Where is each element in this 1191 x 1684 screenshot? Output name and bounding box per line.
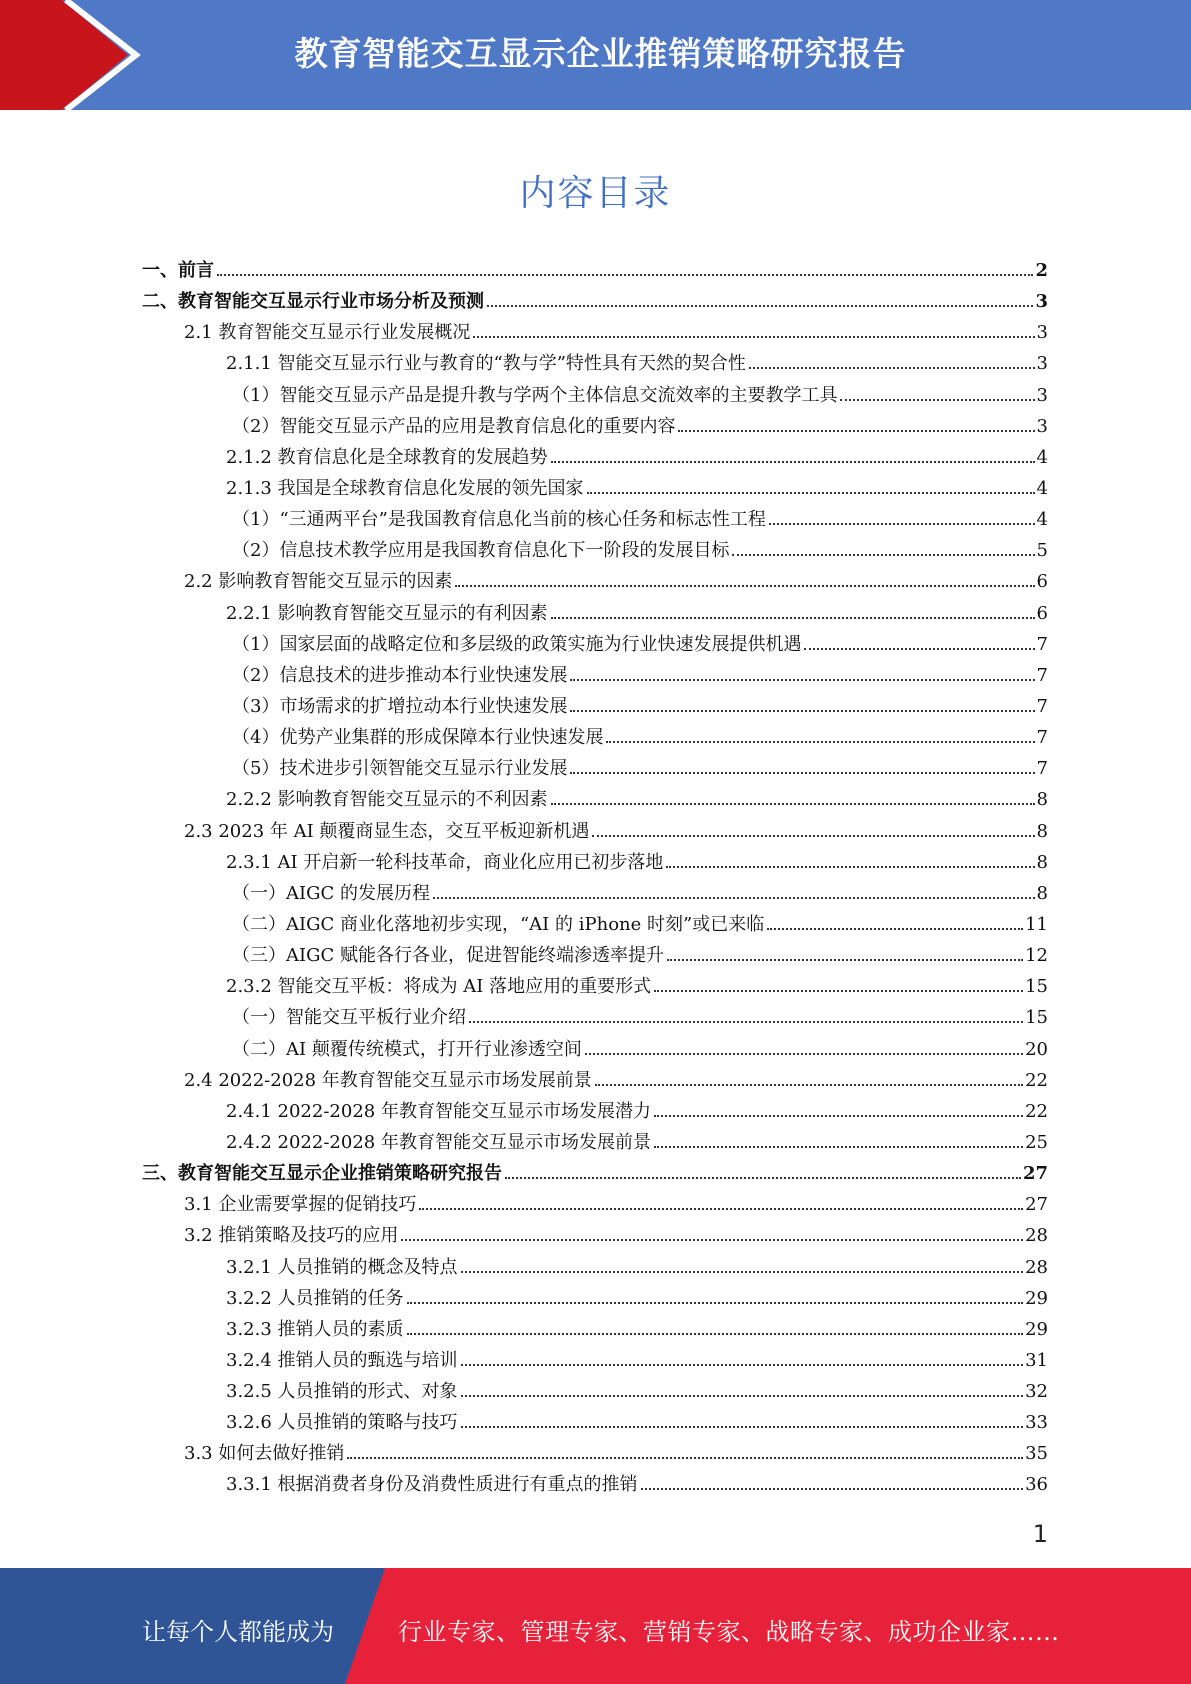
toc-entry[interactable] (142, 255, 1048, 286)
toc-entry-page: 3 (1036, 353, 1048, 375)
toc-entry[interactable] (142, 971, 1048, 1002)
toc-dot-leader (347, 1457, 1023, 1459)
toc-entry-label: （一）AIGC 的发展历程 (232, 882, 430, 904)
toc-entry[interactable] (142, 1189, 1048, 1220)
toc-dot-leader (461, 1426, 1024, 1428)
toc-entry-label: 2.4.1 2022-2028 年教育智能交互显示市场发展潜力 (226, 1100, 651, 1122)
toc-entry-page: 36 (1025, 1474, 1048, 1496)
toc-dot-leader (767, 928, 1023, 930)
header-banner (0, 0, 1191, 110)
toc-dot-leader (551, 461, 1035, 463)
toc-entry[interactable] (142, 566, 1048, 597)
toc-entry-page: 20 (1025, 1038, 1048, 1060)
table-of-contents (142, 255, 1048, 1501)
toc-entry[interactable] (142, 847, 1048, 878)
toc-dot-leader (433, 897, 1035, 899)
toc-dot-leader (840, 399, 1034, 401)
footer-slogan-left: 让每个人都能成为 (142, 1618, 334, 1646)
toc-entry-label: 2.4 2022-2028 年教育智能交互显示市场发展前景 (184, 1069, 592, 1091)
toc-dot-leader (505, 1177, 1021, 1179)
toc-entry-page: 27 (1025, 1194, 1048, 1216)
toc-entry[interactable] (142, 816, 1048, 847)
toc-entry-label: 二、教育智能交互显示行业市场分析及预测 (142, 291, 484, 313)
toc-dot-leader (606, 741, 1034, 743)
toc-entry[interactable] (142, 1345, 1048, 1376)
toc-dot-leader (551, 803, 1035, 805)
toc-entry-page: 15 (1025, 976, 1048, 998)
toc-entry-page: 33 (1025, 1412, 1048, 1434)
toc-entry[interactable] (142, 722, 1048, 753)
toc-entry-page: 31 (1025, 1349, 1048, 1371)
toc-entry-label: 3.2 推销策略及技巧的应用 (184, 1225, 399, 1247)
toc-entry-page: 6 (1036, 602, 1048, 624)
toc-entry-label: 2.3.1 AI 开启新一轮科技革命，商业化应用已初步落地 (226, 851, 664, 873)
toc-entry-page: 6 (1036, 571, 1048, 593)
toc-entry-label: 3.3 如何去做好推销 (184, 1443, 345, 1465)
toc-dot-leader (592, 835, 1034, 837)
toc-entry-label: （一）智能交互平板行业介绍 (232, 1007, 466, 1029)
toc-entry-label: （4）优势产业集群的形成保障本行业快速发展 (232, 727, 604, 749)
toc-entry-label: 3.3.1 根据消费者身份及消费性质进行有重点的推销 (226, 1474, 638, 1496)
toc-entry-page: 3 (1036, 384, 1048, 406)
toc-entry-label: 3.2.5 人员推销的形式、对象 (226, 1381, 458, 1403)
toc-entry-page: 7 (1036, 664, 1048, 686)
toc-entry[interactable] (142, 629, 1048, 660)
toc-entry-label: 3.2.4 推销人员的甄选与培训 (226, 1349, 458, 1371)
toc-dot-leader (570, 679, 1034, 681)
toc-dot-leader (749, 367, 1035, 369)
toc-dot-leader (570, 772, 1034, 774)
toc-dot-leader (641, 1488, 1024, 1490)
toc-entry-label: （三）AIGC 赋能各行各业，促进智能终端渗透率提升 (232, 945, 664, 967)
toc-entry-label: （2）信息技术的进步推动本行业快速发展 (232, 664, 568, 686)
toc-entry[interactable] (142, 753, 1048, 784)
toc-entry-label: 3.2.1 人员推销的概念及特点 (226, 1256, 458, 1278)
toc-entry-page: 28 (1025, 1225, 1048, 1247)
toc-entry-page: 22 (1025, 1069, 1048, 1091)
toc-entry[interactable] (142, 411, 1048, 442)
toc-dot-leader (678, 430, 1034, 432)
toc-entry[interactable] (142, 1158, 1048, 1189)
toc-entry[interactable] (142, 1252, 1048, 1283)
toc-entry-label: 2.3 2023 年 AI 颠覆商显生态，交互平板迎新机遇 (184, 820, 590, 842)
toc-entry-page: 7 (1036, 695, 1048, 717)
toc-entry[interactable] (142, 691, 1048, 722)
toc-entry-label: （1）国家层面的战略定位和多层级的政策实施为行业快速发展提供机遇 (232, 633, 802, 655)
toc-entry-label: 2.1.1 智能交互显示行业与教育的“教与学”特性具有天然的契合性 (226, 353, 746, 375)
toc-entry-label: 2.2 影响教育智能交互显示的因素 (184, 571, 453, 593)
page-number: 1 (1032, 1520, 1048, 1548)
toc-entry-page: 7 (1036, 633, 1048, 655)
toc-dot-leader (595, 1084, 1023, 1086)
toc-entry-label: （二）AI 颠覆传统模式，打开行业渗透空间 (232, 1038, 582, 1060)
toc-entry-page: 15 (1025, 1007, 1048, 1029)
toc-entry-page: 4 (1036, 477, 1048, 499)
toc-entry-page: 22 (1025, 1100, 1048, 1122)
toc-entry-label: （1）“三通两平台”是我国教育信息化当前的核心任务和标志性工程 (232, 509, 766, 531)
toc-entry[interactable] (142, 1314, 1048, 1345)
toc-entry-page: 7 (1036, 727, 1048, 749)
toc-entry-label: 2.1.3 我国是全球教育信息化发展的领先国家 (226, 477, 584, 499)
toc-dot-leader (487, 305, 1033, 307)
toc-entry[interactable] (142, 317, 1048, 348)
toc-dot-leader (407, 1333, 1024, 1335)
toc-entry[interactable] (142, 878, 1048, 909)
toc-entry-page: 3 (1035, 291, 1048, 313)
toc-entry[interactable] (142, 504, 1048, 535)
toc-entry-page: 2 (1035, 260, 1048, 281)
toc-entry[interactable] (142, 1002, 1048, 1033)
toc-entry[interactable] (142, 1096, 1048, 1127)
footer-slogan-right: 行业专家、管理专家、营销专家、战略专家、成功企业家…… (398, 1618, 1060, 1646)
toc-dot-leader (461, 1364, 1024, 1366)
toc-entry-page: 3 (1036, 322, 1048, 344)
toc-entry[interactable] (142, 1407, 1048, 1438)
toc-entry-label: （3）市场需求的扩增拉动本行业快速发展 (232, 695, 568, 717)
toc-entry[interactable] (142, 1376, 1048, 1407)
toc-entry-label: 2.4.2 2022-2028 年教育智能交互显示市场发展前景 (226, 1131, 651, 1153)
toc-entry-label: （2）信息技术教学应用是我国教育信息化下一阶段的发展目标 (232, 540, 730, 562)
toc-entry-page: 8 (1036, 851, 1048, 873)
toc-entry-label: （二）AIGC 商业化落地初步实现，“AI 的 iPhone 时刻”或已来临 (232, 913, 765, 935)
toc-dot-leader (666, 866, 1034, 868)
toc-entry-page: 3 (1036, 415, 1048, 437)
toc-entry-label: （2）智能交互显示产品的应用是教育信息化的重要内容 (232, 415, 676, 437)
footer-banner (0, 1568, 1191, 1684)
toc-entry[interactable] (142, 442, 1048, 473)
toc-entry-page: 8 (1036, 882, 1048, 904)
toc-entry-label: 3.2.2 人员推销的任务 (226, 1287, 404, 1309)
toc-dot-leader (419, 1208, 1023, 1210)
toc-dot-leader (585, 1053, 1023, 1055)
toc-entry-label: 2.1.2 教育信息化是全球教育的发展趋势 (226, 446, 548, 468)
toc-dot-leader (667, 959, 1023, 961)
toc-entry-label: （1）智能交互显示产品是提升教与学两个主体信息交流效率的主要教学工具 (232, 384, 838, 406)
toc-dot-leader (551, 617, 1035, 619)
toc-entry[interactable] (142, 1220, 1048, 1251)
toc-dot-leader (401, 1239, 1023, 1241)
toc-heading: 内容目录 (519, 173, 672, 214)
toc-entry-label: 3.2.6 人员推销的策略与技巧 (226, 1412, 458, 1434)
toc-entry[interactable] (142, 286, 1048, 317)
toc-entry[interactable] (142, 909, 1048, 940)
toc-dot-leader (455, 585, 1034, 587)
toc-entry[interactable] (142, 348, 1048, 379)
toc-dot-leader (217, 274, 1033, 276)
toc-entry-label: （5）技术进步引领智能交互显示行业发展 (232, 758, 568, 780)
toc-dot-leader (654, 1146, 1023, 1148)
toc-entry-label: 2.2.1 影响教育智能交互显示的有利因素 (226, 602, 548, 624)
toc-entry[interactable] (142, 660, 1048, 691)
toc-dot-leader (473, 336, 1034, 338)
toc-entry-label: 3.1 企业需要掌握的促销技巧 (184, 1194, 417, 1216)
toc-dot-leader (587, 492, 1035, 494)
toc-entry-page: 4 (1036, 446, 1048, 468)
toc-entry-page: 25 (1025, 1131, 1048, 1153)
toc-dot-leader (469, 1021, 1023, 1023)
toc-entry[interactable] (142, 1438, 1048, 1469)
toc-entry[interactable] (142, 1034, 1048, 1065)
toc-entry-page: 11 (1025, 913, 1048, 935)
toc-entry[interactable] (142, 473, 1048, 504)
toc-entry-page: 32 (1025, 1381, 1048, 1403)
toc-entry-label: 2.1 教育智能交互显示行业发展概况 (184, 322, 471, 344)
toc-entry[interactable] (142, 380, 1048, 411)
toc-dot-leader (570, 710, 1034, 712)
toc-entry[interactable] (142, 535, 1048, 566)
toc-entry-page: 27 (1022, 1163, 1048, 1185)
toc-entry-label: 一、前言 (142, 260, 214, 281)
toc-entry-page: 8 (1036, 820, 1048, 842)
toc-entry-page: 12 (1025, 945, 1048, 967)
toc-entry[interactable] (142, 598, 1048, 629)
toc-dot-leader (654, 990, 1023, 992)
toc-entry[interactable] (142, 1065, 1048, 1096)
toc-entry-label: 2.2.2 影响教育智能交互显示的不利因素 (226, 789, 548, 811)
toc-dot-leader (461, 1395, 1024, 1397)
toc-entry-page: 5 (1036, 540, 1048, 562)
toc-dot-leader (732, 554, 1034, 556)
report-title: 教育智能交互显示企业推销策略研究报告 (294, 34, 907, 73)
toc-dot-leader (654, 1115, 1023, 1117)
toc-entry-page: 4 (1036, 509, 1048, 531)
toc-entry-page: 7 (1036, 758, 1048, 780)
toc-entry[interactable] (142, 940, 1048, 971)
toc-entry[interactable] (142, 784, 1048, 815)
toc-entry-page: 29 (1025, 1318, 1048, 1340)
toc-dot-leader (461, 1271, 1024, 1273)
toc-entry[interactable] (142, 1283, 1048, 1314)
toc-entry[interactable] (142, 1127, 1048, 1158)
toc-entry-page: 35 (1025, 1443, 1048, 1465)
toc-entry-page: 8 (1036, 789, 1048, 811)
toc-dot-leader (407, 1302, 1024, 1304)
toc-entry[interactable] (142, 1469, 1048, 1500)
toc-entry-label: 三、教育智能交互显示企业推销策略研究报告 (142, 1163, 502, 1185)
toc-entry-page: 29 (1025, 1287, 1048, 1309)
toc-entry-label: 3.2.3 推销人员的素质 (226, 1318, 404, 1340)
toc-entry-page: 28 (1025, 1256, 1048, 1278)
toc-dot-leader (769, 523, 1035, 525)
toc-entry-label: 2.3.2 智能交互平板：将成为 AI 落地应用的重要形式 (226, 976, 652, 998)
toc-dot-leader (804, 648, 1034, 650)
